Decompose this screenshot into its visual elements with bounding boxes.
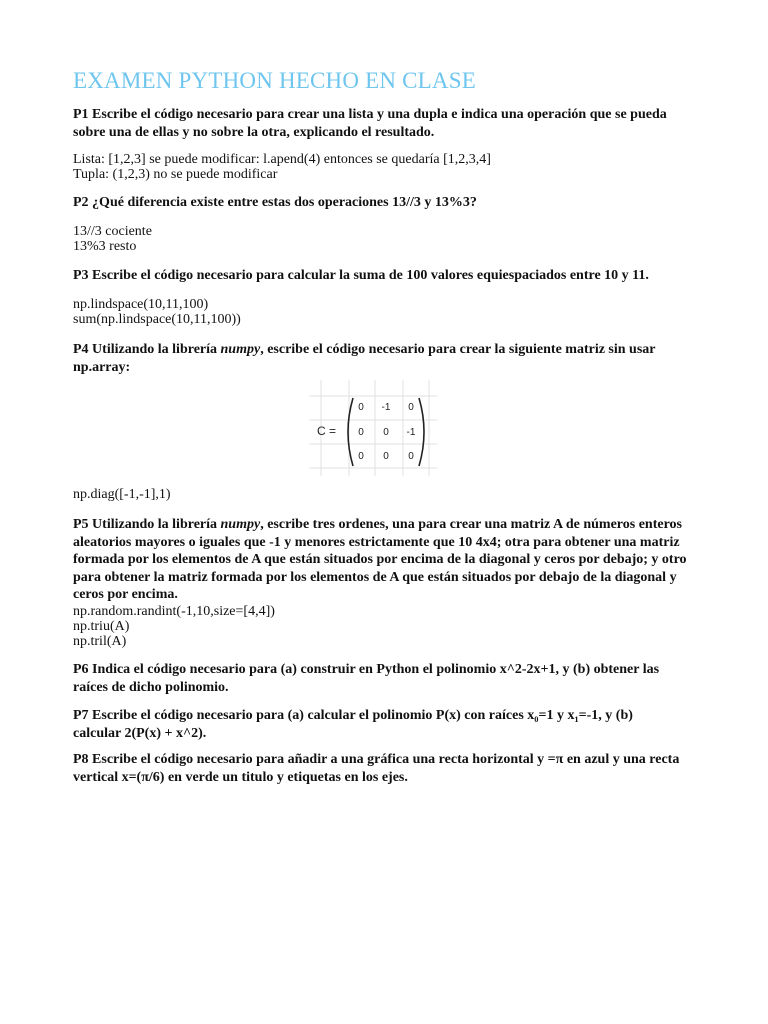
answer-p3 <box>73 297 241 327</box>
answer-line: np.tril(A) <box>73 634 127 649</box>
question-text: P5 Utilizando la librería <box>73 517 221 532</box>
answer-line: np.random.randint(-1,10,size=[4,4]) <box>73 604 275 619</box>
answer-line: Lista: [1,2,3] se puede modificar: l.apend(4) entonces se quedaría [1,2,3,4] <box>73 152 491 167</box>
matrix-label: C = <box>317 424 337 438</box>
question-p2: P2 ¿Qué diferencia existe entre estas dos operaciones 13//3 y 13%3? <box>73 195 477 210</box>
question-text: , escribe tres ordenes, una para crear una matriz A de números enteros aleatorios mayores o iguales que -1 y menores estrictamente que 10 4x4; otra para obtener una matriz formada por los elementos de A que están situados por encima de la diagonal y ceros por debajo; y otro para obtener la matriz formada por los elementos de A que están situados por debajo de la diagonal y ceros por encima. <box>73 517 687 602</box>
matrix-cell: -1 <box>381 402 391 413</box>
matrix-figure <box>309 380 437 476</box>
answer-line: 13//3 cociente <box>73 224 152 239</box>
matrix-cell: 0 <box>383 427 389 438</box>
page-title: EXAMEN PYTHON HECHO EN CLASE <box>73 68 476 93</box>
question-p7: P7 Escribe el código necesario para (a) calcular el polinomio P(x) con raíces x₀=1 y x₁=-1, y (b) calcular 2(P(x) + x^2). <box>73 708 633 741</box>
matrix-cell: 0 <box>358 451 364 462</box>
question-p8: P8 Escribe el código necesario para añadir a una gráfica una recta horizontal y =π en azul y una recta vertical x=(π/6) en verde un titulo y etiquetas en los ejes. <box>73 752 680 785</box>
answer-line: np.diag([-1,-1],1) <box>73 487 171 502</box>
question-p5 <box>73 516 693 604</box>
matrix-cell: -1 <box>406 427 416 438</box>
matrix-cell: 0 <box>408 402 414 413</box>
right-bracket <box>419 398 424 466</box>
question-text: P4 Utilizando la librería <box>73 342 221 357</box>
question-text: , escribe el código necesario para crear la siguiente matriz sin usar np.array: <box>73 342 656 375</box>
answer-p2 <box>73 224 152 254</box>
question-p4 <box>73 341 683 376</box>
answer-line: sum(np.lindspace(10,11,100)) <box>73 312 241 327</box>
answer-line: np.triu(A) <box>73 619 130 634</box>
matrix-cell: 0 <box>358 427 364 438</box>
library-name: numpy <box>220 517 261 532</box>
library-name: numpy <box>220 342 261 357</box>
answer-line: 13%3 resto <box>73 239 137 254</box>
matrix-cell: 0 <box>358 402 364 413</box>
matrix-cell: 0 <box>408 451 414 462</box>
answer-line: Tupla: (1,2,3) no se puede modificar <box>73 167 278 182</box>
question-p3: P3 Escribe el código necesario para calcular la suma de 100 valores equiespaciados entre 10 y 11. <box>73 268 649 283</box>
answer-p1 <box>73 152 491 182</box>
answer-line: np.lindspace(10,11,100) <box>73 297 209 312</box>
question-p1: P1 Escribe el código necesario para crear una lista y una dupla e indica una operación que se pueda sobre una de ellas y no sobre la otra, explicando el resultado. <box>73 107 667 140</box>
answer-p4 <box>73 487 171 502</box>
matrix-cell: 0 <box>383 451 389 462</box>
answer-p5 <box>73 604 275 649</box>
question-p6: P6 Indica el código necesario para (a) construir en Python el polinomio x^2-2x+1, y (b) obtener las raíces de dicho polinomio. <box>73 662 660 695</box>
